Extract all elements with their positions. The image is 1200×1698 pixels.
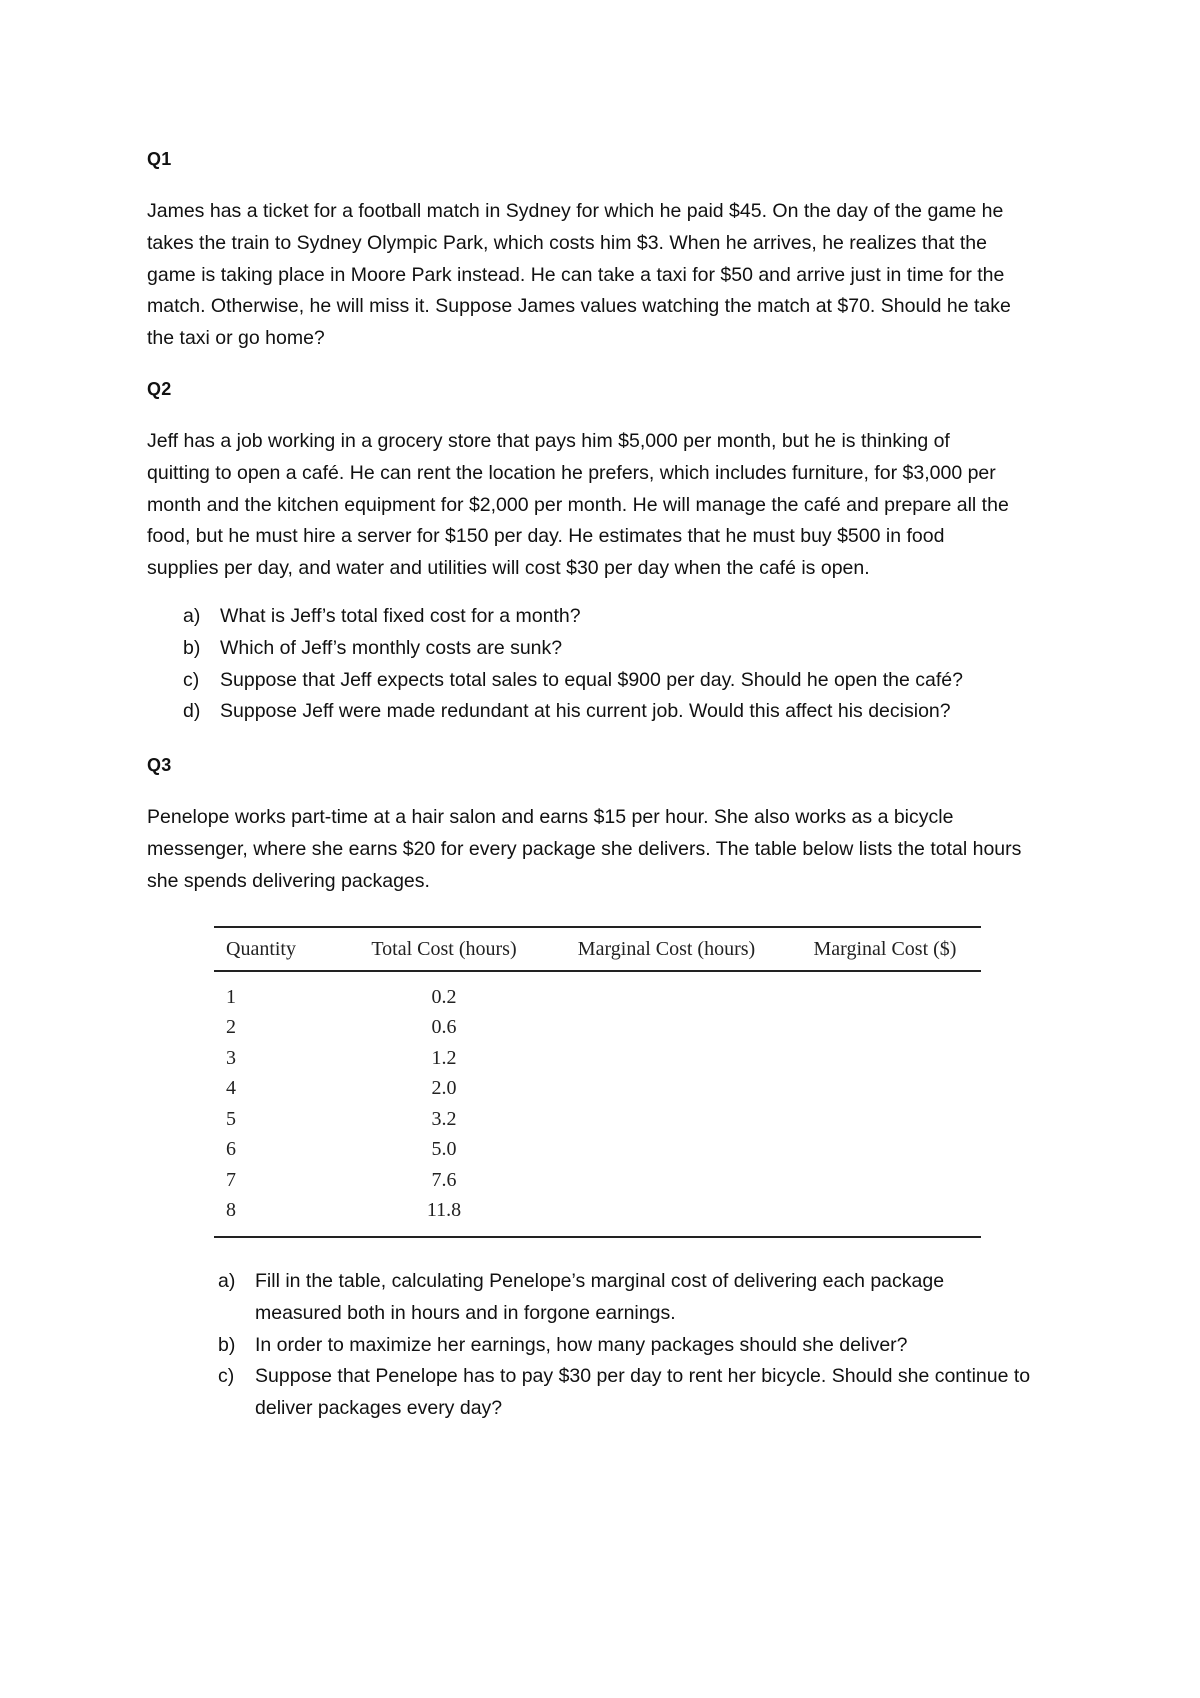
item-text-line: Fill in the table, calculating Penelope’s marginal cost of delivering each package	[255, 1270, 945, 1292]
q1-heading: Q1	[147, 149, 172, 169]
table-row	[214, 1043, 981, 1074]
item-label: d)	[183, 700, 201, 723]
cell-quantity: 2	[226, 1016, 236, 1039]
item-label: a)	[183, 605, 201, 627]
cell-quantity: 6	[226, 1138, 236, 1161]
table-row	[214, 1196, 981, 1237]
q1-paragraph	[147, 196, 1087, 355]
cell-total-cost: 0.6	[431, 1016, 457, 1039]
q2-line: supplies per day, and water and utilities will cost $30 per day when the café is open.	[147, 557, 870, 580]
cell-marginal-cost-dollars	[789, 1196, 981, 1237]
table-row	[214, 1013, 981, 1044]
cell-quantity: 3	[226, 1046, 236, 1069]
cell-marginal-cost-hours	[544, 1135, 789, 1166]
item-label: b)	[183, 636, 201, 659]
cell-total-cost: 5.0	[431, 1138, 457, 1161]
cell-quantity: 8	[226, 1199, 236, 1222]
cell-marginal-cost-hours	[544, 1074, 789, 1105]
item-label: c)	[218, 1365, 235, 1388]
item-text: What is Jeff’s total fixed cost for a month?	[220, 605, 581, 627]
q2-subquestions	[183, 601, 1063, 728]
table-row	[214, 971, 981, 1013]
q1-line: the taxi or go home?	[147, 327, 325, 350]
cell-total-cost: 11.8	[426, 1199, 462, 1222]
cell-total-cost: 0.2	[431, 985, 457, 1008]
q2-item-c	[183, 665, 1063, 697]
q2-line: month and the kitchen equipment for $2,000 per month. He will manage the café and prepare all the	[147, 493, 1009, 516]
q1-line: match. Otherwise, he will miss it. Suppose James values watching the match at $70. Should he take	[147, 295, 1011, 318]
cell-total-cost: 7.6	[431, 1168, 457, 1191]
cell-marginal-cost-dollars	[789, 1074, 981, 1105]
cell-quantity: 7	[226, 1168, 236, 1191]
cost-table	[214, 928, 981, 1236]
q1-line: James has a ticket for a football match in Sydney for which he paid $45. On the day of the game he	[147, 200, 1004, 222]
cell-marginal-cost-dollars	[789, 971, 981, 1013]
q1-line: takes the train to Sydney Olympic Park, which costs him $3. When he arrives, he realizes that the	[147, 231, 987, 254]
q2-item-d	[183, 696, 1063, 728]
column-header-marginal-cost-hours: Marginal Cost (hours)	[544, 928, 789, 971]
q1-line: game is taking place in Moore Park instead. He can take a taxi for $50 and arrive just in time for the	[147, 263, 1005, 286]
table-header-row	[214, 928, 981, 971]
q3-line: she spends delivering packages.	[147, 869, 430, 892]
item-text-line: In order to maximize her earnings, how many packages should she deliver?	[255, 1333, 908, 1356]
q2-line: food, but he must hire a server for $150 per day. He estimates that he must buy $500 in food	[147, 525, 945, 548]
cell-marginal-cost-dollars	[789, 1104, 981, 1135]
cell-marginal-cost-hours	[544, 1196, 789, 1237]
q3-item-b	[218, 1330, 1088, 1362]
cell-marginal-cost-hours	[544, 1013, 789, 1044]
q2-line: Jeff has a job working in a grocery store that pays him $5,000 per month, but he is thinking of	[147, 430, 950, 452]
column-header-total-cost: Total Cost (hours)	[344, 928, 544, 971]
cell-marginal-cost-dollars	[789, 1135, 981, 1166]
item-label: b)	[218, 1333, 236, 1356]
q3-line: Penelope works part-time at a hair salon and earns $15 per hour. She also works as a bicycle	[147, 806, 954, 828]
q2-line: quitting to open a café. He can rent the location he prefers, which includes furniture, for $3,000 per	[147, 461, 996, 484]
q2-paragraph	[147, 426, 1087, 585]
cell-total-cost: 2.0	[431, 1077, 457, 1100]
q3-subquestions	[218, 1266, 1088, 1425]
column-header-marginal-cost-dollars: Marginal Cost ($)	[789, 928, 981, 971]
q3-heading: Q3	[147, 755, 172, 775]
q3-paragraph	[147, 802, 1087, 897]
cell-marginal-cost-hours	[544, 1165, 789, 1196]
cell-total-cost: 1.2	[431, 1046, 457, 1069]
q2-heading: Q2	[147, 379, 172, 399]
table-row	[214, 1165, 981, 1196]
item-text-line: deliver packages every day?	[255, 1397, 503, 1420]
item-text: Suppose that Jeff expects total sales to equal $900 per day. Should he open the café?	[220, 668, 963, 691]
cell-marginal-cost-dollars	[789, 1043, 981, 1074]
item-text-line: Suppose that Penelope has to pay $30 per day to rent her bicycle. Should she continue to	[255, 1365, 1031, 1388]
cell-marginal-cost-dollars	[789, 1165, 981, 1196]
cell-marginal-cost-hours	[544, 1043, 789, 1074]
q3-line: messenger, where she earns $20 for every package she delivers. The table below lists the total hours	[147, 837, 1022, 860]
item-label: a)	[218, 1270, 236, 1292]
cell-marginal-cost-hours	[544, 1104, 789, 1135]
cell-quantity: 4	[226, 1077, 236, 1100]
q3-item-c	[218, 1361, 1088, 1425]
cell-marginal-cost-dollars	[789, 1013, 981, 1044]
cell-total-cost: 3.2	[431, 1107, 457, 1130]
q3-item-a	[218, 1266, 1088, 1330]
cost-table-container	[214, 926, 981, 1238]
table-row	[214, 1074, 981, 1105]
cell-marginal-cost-hours	[544, 971, 789, 1013]
item-label: c)	[183, 668, 200, 691]
item-text: Suppose Jeff were made redundant at his current job. Would this affect his decision?	[220, 700, 951, 723]
column-header-quantity: Quantity	[214, 928, 344, 971]
item-text: Which of Jeff’s monthly costs are sunk?	[220, 636, 563, 659]
table-row	[214, 1104, 981, 1135]
cell-quantity: 1	[226, 985, 236, 1008]
cell-quantity: 5	[226, 1107, 236, 1130]
q2-item-b	[183, 633, 1063, 665]
q2-item-a	[183, 601, 1063, 633]
item-text-line: measured both in hours and in forgone earnings.	[255, 1301, 676, 1324]
table-row	[214, 1135, 981, 1166]
